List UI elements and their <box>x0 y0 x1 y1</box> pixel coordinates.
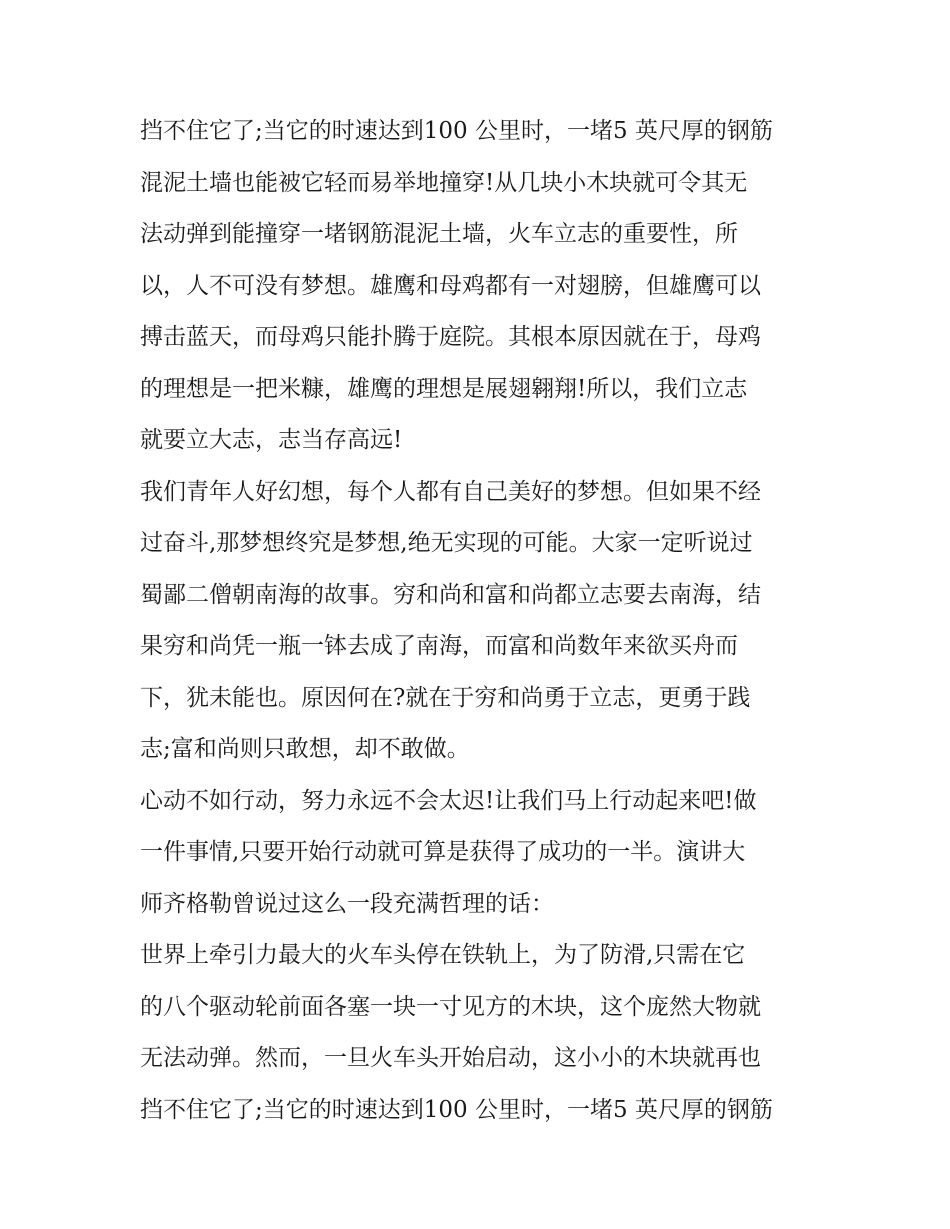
text-line: 师齐格勒曾说过这么一段充满哲理的话： <box>140 890 554 917</box>
text-line: 世界上牵引力最大的火车头停在铁轨上，为了防滑,只需在它 <box>140 942 746 968</box>
text-line: 心动不如行动，努力永远不会太迟!让我们马上行动起来吧!做 <box>140 787 757 814</box>
text-line: 的理想是一把米糠，雄鹰的理想是展翅翱翔!所以，我们立志 <box>140 375 748 402</box>
text-line: 以，人不可没有梦想。雄鹰和母鸡都有一对翅膀，但雄鹰可以 <box>140 272 761 299</box>
text-line: 志;富和尚则只敢想，却不敢做。 <box>140 736 470 762</box>
text-line: 果穷和尚凭一瓶一钵去成了南海，而富和尚数年来欲买舟而 <box>140 633 738 659</box>
text-line: 的八个驱动轮前面各塞一块一寸见方的木块，这个庞然大物就 <box>140 993 761 1020</box>
text-line: 一件事情,只要开始行动就可算是获得了成功的一半。演讲大 <box>140 839 746 865</box>
text-line: 挡不住它了;当它的时速达到100 公里时，一堵5 英尺厚的钢筋 <box>140 1096 773 1123</box>
text-line: 挡不住它了;当它的时速达到100 公里时，一堵5 英尺厚的钢筋 <box>140 118 773 144</box>
document-body <box>140 106 820 1136</box>
text-line: 混泥土墙也能被它轻而易举地撞穿!从几块小木块就可令其无 <box>140 169 748 196</box>
text-line: 下，犹未能也。原因何在?就在于穷和尚勇于立志，更勇于践 <box>140 684 751 711</box>
text-line: 就要立大志，志当存高远! <box>140 427 403 453</box>
text-line: 法动弹到能撞穿一堵钢筋混泥土墙，火车立志的重要性，所 <box>140 221 738 247</box>
text-line: 我们青年人好幻想，每个人都有自己美好的梦想。但如果不经 <box>140 478 761 505</box>
text-line: 过奋斗,那梦想终究是梦想,绝无实现的可能。大家一定听说过 <box>140 530 753 556</box>
text-line: 蜀鄙二僧朝南海的故事。穷和尚和富和尚都立志要去南海，结 <box>140 581 761 608</box>
text-line: 搏击蓝天，而母鸡只能扑腾于庭院。其根本原因就在于，母鸡 <box>140 324 761 350</box>
text-line: 无法动弹。然而，一旦火车头开始启动，这小小的木块就再也 <box>140 1045 761 1071</box>
